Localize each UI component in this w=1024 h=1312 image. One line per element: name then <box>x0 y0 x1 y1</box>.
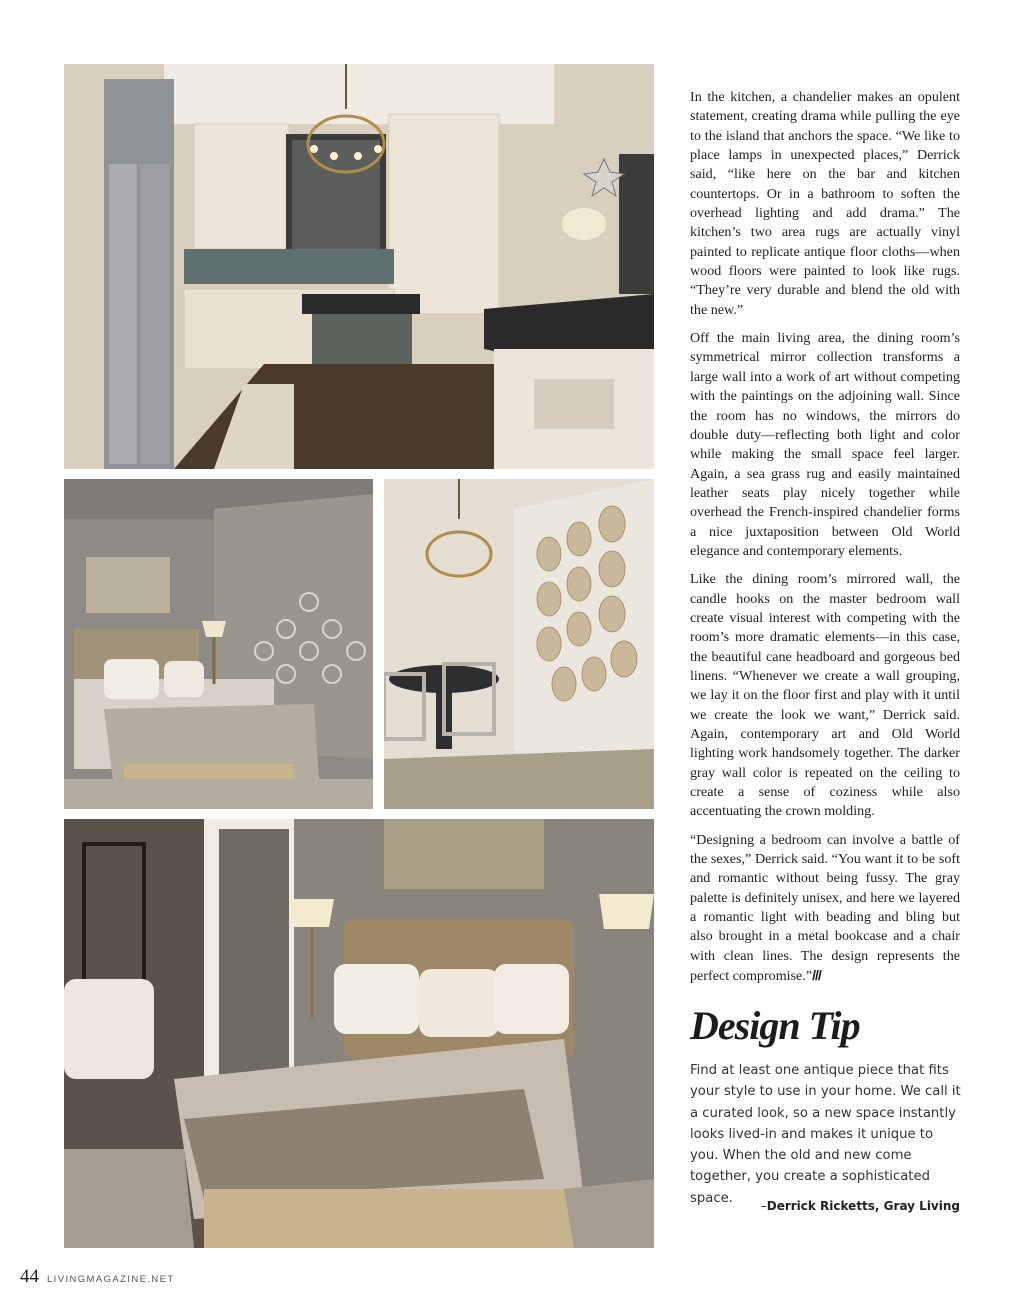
article-paragraph-3: Like the dining room’s mirrored wall, the candle hooks on the master bedroom wall create visual interest with competing with the room’s more dramatic elements—in this case, the beautiful cane headboard and gorgeous bed linens. “Whenever we create a wall grouping, we lay it on the floor first and play with it until we create the look we want,” Derrick said. Again, contemporary art and Old World lighting work handsomely together. The darker gray wall color is repeated on the ceiling to create a sense of coziness while also accentuating the crown molding. <box>690 571 960 820</box>
article-body <box>690 88 960 995</box>
article-paragraph-1: In the kitchen, a chandelier makes an opulent statement, creating drama while pulling the eye to the island that anchors the space. “We like to place lamps in unexpected places,” Derrick said, “like here on the bar and kitchen countertops. Or in a bathroom to soften the overhead lighting and add drama.” The kitchen’s two area rugs are actually vinyl painted to replicate antique floor cloths—when wood floors were painted to look like rugs. “They’re very durable and blend the old with the new.” <box>690 89 960 318</box>
article-paragraph-4-text: “Designing a bedroom can involve a battle of the sexes,” Derrick said. “You want it to be soft and romantic without being fussy. The gray palette is definitely unisex, and here we layered a romantic light with beading and bling but also brought in a metal bookcase and a chair with clean lines. The design represents the perfect compromise.” <box>690 831 960 985</box>
site-url: LIVINGMAGAZINE.NET <box>47 1274 175 1285</box>
end-mark: /// <box>812 967 821 984</box>
kitchen-photo <box>64 64 654 469</box>
design-tip-title: Design Tip <box>690 1003 860 1048</box>
master-bedroom-photo <box>64 819 654 1248</box>
page-number: 44 <box>20 1266 39 1287</box>
bedroom-photo-small <box>64 479 373 809</box>
article-paragraph-4 <box>690 831 960 987</box>
attribution-dash: – <box>760 1199 767 1213</box>
attribution-name: Derrick Ricketts, Gray Living <box>766 1199 960 1213</box>
article-paragraph-2: Off the main living area, the dining room’s symmetrical mirror collection transforms a large wall into a work of art without competing with the paintings on the adjoining wall. Since the room has no windows, the mirrors do double duty—reflecting both light and color while making the small space feel larger. Again, a sea grass rug and easily maintained leather seats play nicely together while overhead the French-inspired chandelier forms a nice juxtaposition between Old World elegance and contemporary elements. <box>690 330 960 559</box>
page-footer <box>20 1266 175 1290</box>
dining-room-photo <box>384 479 654 809</box>
design-tip-body: Find at least one antique piece that fits your style to use in your home. We call it a curated look, so a new space instantly looks lived-in and makes it unique to you. When the old and new come together, you create a sophisticated space. <box>690 1063 961 1206</box>
design-tip-attribution <box>690 1199 960 1213</box>
